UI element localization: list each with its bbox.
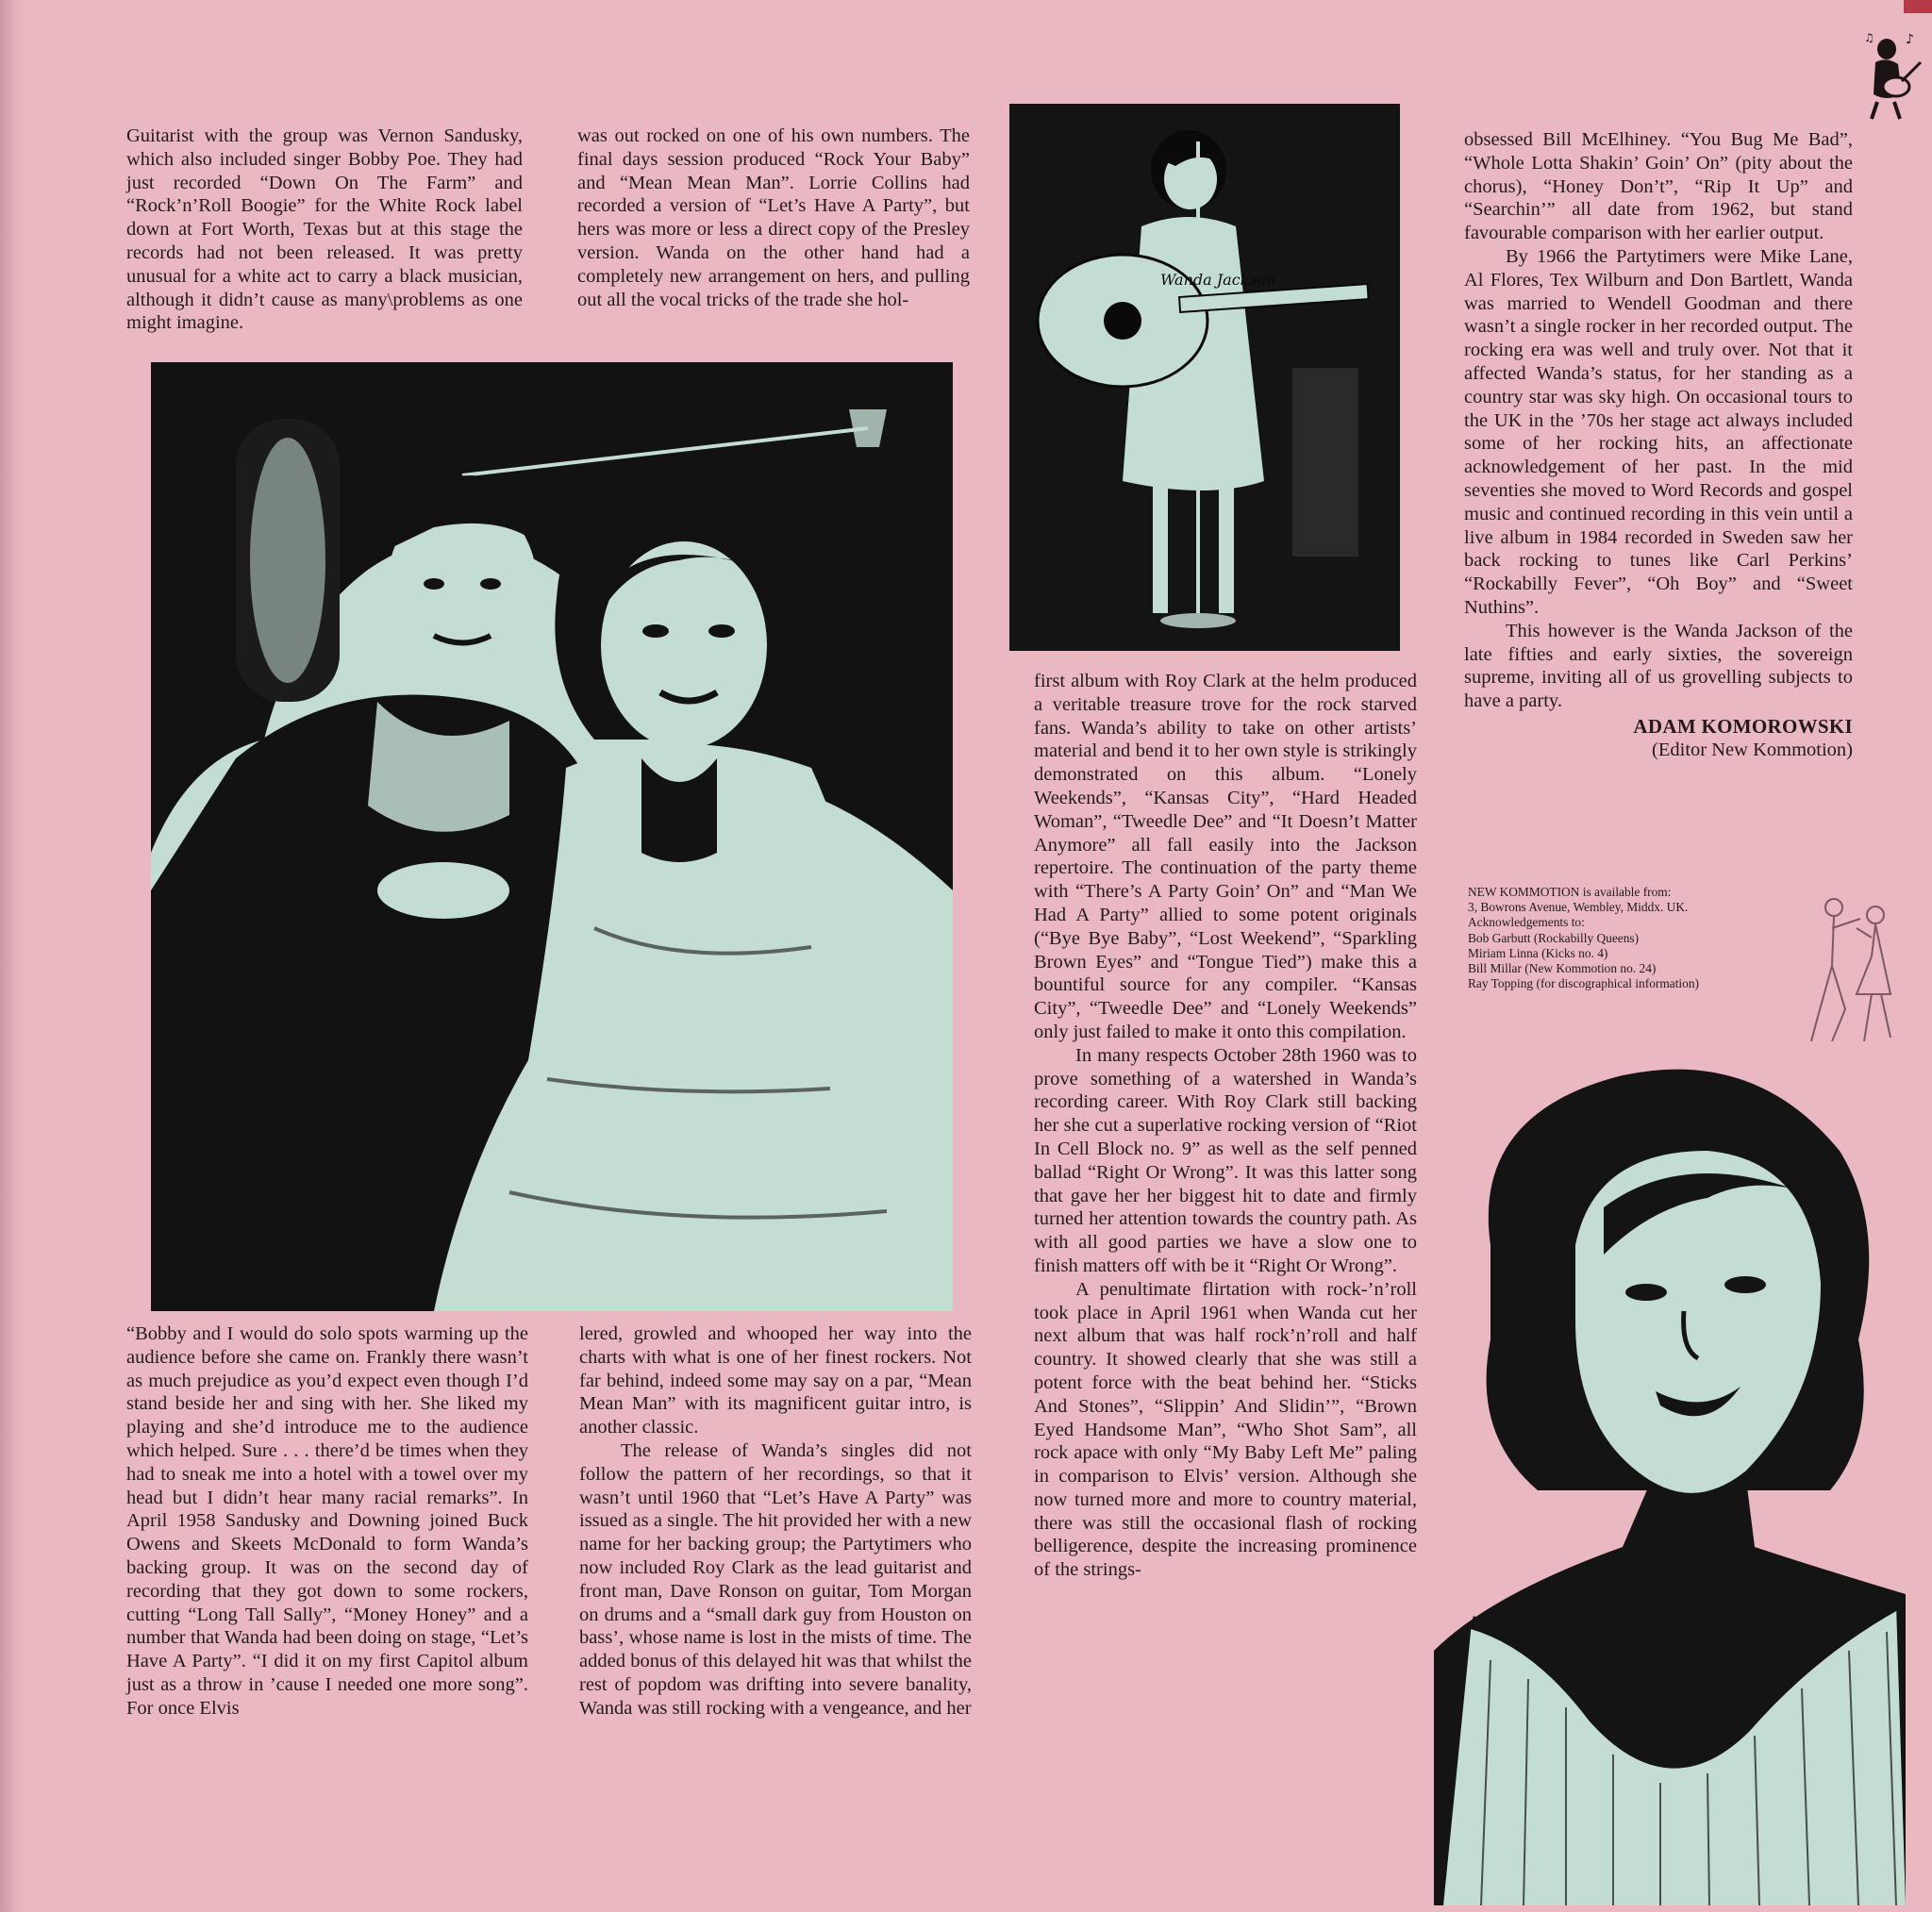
paragraph: Guitarist with the group was Vernon Sandusky, which also included singer Bobby Poe. They had just recorded “Down On The Farm” and “Rock’n’Roll Boogie” for the White Rock label down at Fort Worth, Texas but at this stage the records had not been released. It was pretty unusual for a white act to carry a black musician, although it didn’t cause as many\problems as one might imagine. bbox=[126, 125, 523, 334]
svg-text:♪: ♪ bbox=[1906, 32, 1914, 47]
author-role: (Editor New Kommotion) bbox=[1652, 739, 1853, 760]
guitarist-logo-icon bbox=[1858, 28, 1924, 123]
guitar-lettering: Wanda Jackson bbox=[1160, 271, 1276, 289]
dancing-couple-icon bbox=[1804, 890, 1898, 1051]
paragraph: By 1966 the Partytimers were Mike Lane, Al Flores, Tex Wilburn and Don Bartlett, Wanda was married to Wendell Goodman and there wasn’t a single rocker in her recorded output. The rocking era was well and truly over. Not that it affected Wanda’s status, for her standing as a country star was sky high. On occasional tours to the UK in the ’70s her stage act always included some of her rocking hits, an affectionate acknowledgement of her past. In the mid seventies she moved to Word Records and gospel music and continued recording in this vein until a live album in 1984 recorded in Sweden saw her back rocking to tunes like Carl Perkins’ “Rockabilly Fever”, “Oh Boy” and “Sweet Nuthins”. bbox=[1464, 245, 1853, 618]
portrait-photo bbox=[1434, 1038, 1915, 1905]
paragraph: was out rocked on one of his own numbers. The final days session produced “Rock Your Baby” and “Mean Mean Man”. Lorrie Collins had recorded a version of “Let’s Have A Party”, but hers was more or less a direct copy of the Presley version. Wanda on the other hand had a completely new arrangement on hers, and pulling out all the vocal tricks of the trade she hol- bbox=[577, 125, 970, 310]
paragraph: first album with Roy Clark at the helm produced a veritable treasure trove for the rock starved fans. Wanda’s ability to take on other artists’ material and bend it to her own style is strikingly demonstrated on this album. “Lonely Weekends”, “Kansas City”, “Hard Headed Woman”, “Tweedle Dee” and “It Doesn’t Matter Anymore” all fall easily into the Jackson repertoire. The continuation of the party theme with “There’s A Party Goin’ On” and “Man We Had A Party” allied to some potent originals (“Bye Bye Baby”, “Lost Weekend”, “Sparkling Brown Eyes” and “Tongue Tied”) make this a bountiful source for any compiler. “Kansas City”, “Tweedle Dee” and “Lonely Weekends” only just failed to make it onto this compilation. bbox=[1034, 671, 1417, 1042]
paragraph: The release of Wanda’s singles did not follow the pattern of her recordings, so that it wasn’t until 1960 that “Let’s Have A Party” was issued as a single. The hit provided her with a new name for her backing group; the Partytimers who now included Roy Clark as the lead guitarist and front man, Dave Ronson on guitar, Tom Morgan on drums and a “small dark guy from Houston on bass’, whose name is lost in the mists of time. The added bonus of this delayed hit was that whilst the rest of popdom was drifting into severe banality, Wanda was still rocking with a vengeance, and her bbox=[579, 1439, 972, 1719]
paragraph: “Bobby and I would do solo spots warming up the audience before she came on. Frankly there wasn’t as much prejudice as you’d expect even though I’d stand beside her and sing with her. She liked my playing and she’d introduce me to the audience which helped. Sure . . . there’d be times when they had to sneak me into a hotel with a towel over my head but I didn’t hear many racial remarks”. In April 1958 Sandusky and Downing joined Buck Owens and Skeets McDonald to form Wanda’s backing group. It was on the second day of recording that they got down to some rockers, cutting “Long Tall Sally”, “Money Honey” and a number that Wanda had been doing on stage, “Let’s Have A Party”. “I did it on my first Capitol album just as a throw in ’cause I needed one more song”. For once Elvis bbox=[126, 1323, 528, 1719]
article-column-1-top bbox=[126, 125, 523, 335]
credits-block bbox=[1468, 885, 1807, 991]
credits-line: Acknowledgements to: bbox=[1468, 915, 1585, 930]
article-column-2-top bbox=[577, 125, 970, 311]
sleeve-left-edge bbox=[0, 0, 25, 1912]
credits-line: Bill Millar (New Kommotion no. 24) bbox=[1468, 961, 1657, 976]
paragraph: obsessed Bill McElhiney. “You Bug Me Bad”, “Whole Lotta Shakin’ Goin’ On” (pity about the chorus), “Honey Don’t”, “Rip It Up” and “Searchin’” all date from 1962, but stand favourable comparison with her earlier output. bbox=[1464, 129, 1853, 244]
credits-line: Ray Topping (for discographical information) bbox=[1468, 976, 1699, 991]
paragraph: lered, growled and whooped her way into the charts with what is one of her finest rockers. Not far behind, indeed some may say on a par, “Mean Mean Man” with its magnificent guitar intro, is another classic. bbox=[579, 1323, 972, 1438]
article-column-4 bbox=[1464, 128, 1853, 762]
article-column-3 bbox=[1034, 670, 1417, 1582]
photo-couple-studio bbox=[151, 362, 953, 1311]
paragraph: In many respects October 28th 1960 was to prove something of a watershed in Wanda’s recording career. With Roy Clark still backing her she cut a superlative rocking version of “Riot In Cell Block no. 9” as well as the self penned ballad “Right Or Wrong”. It was this latter song that gave her her biggest hit to date and firmly turned her attention towards the country path. As with all good parties we have a slow one to finish matters off with be it “Right Or Wrong”. bbox=[1034, 1044, 1417, 1276]
svg-text:♫: ♫ bbox=[1864, 31, 1874, 44]
credits-line: NEW KOMMOTION is available from: bbox=[1468, 885, 1672, 899]
credits-line: 3, Bowrons Avenue, Wembley, Middx. UK. bbox=[1468, 900, 1689, 915]
paragraph: This however is the Wanda Jackson of the late fifties and early sixties, the sovereign supreme, inviting all of us grovelling subjects to have a party. bbox=[1464, 620, 1853, 712]
credits-line: Miriam Linna (Kicks no. 4) bbox=[1468, 945, 1608, 960]
article-column-2-bottom bbox=[579, 1322, 972, 1721]
photo-singer-guitar bbox=[1009, 104, 1400, 651]
author-name: ADAM KOMOROWSKI bbox=[1633, 714, 1853, 738]
credits-line: Bob Garbutt (Rockabilly Queens) bbox=[1468, 930, 1640, 945]
paragraph: A penultimate flirtation with rock-’n’roll took place in April 1961 when Wanda cut her next album that was half rock’n’roll and half country. It showed clearly that she was still a potent force with the beat behind her. “Sticks And Stones”, “Slippin’ And Slidin’”, “Brown Eyed Handsome Man”, “Who Shot Sam”, all rock apace with only “My Baby Left Me” paling in comparison to Elvis’ version. Although she now turned more and more to country material, there was still the occasional flash of rocking belligerence, despite the increasing prominence of the strings- bbox=[1034, 1278, 1417, 1581]
sleeve-corner bbox=[1904, 0, 1932, 13]
article-column-1-bottom bbox=[126, 1322, 528, 1721]
